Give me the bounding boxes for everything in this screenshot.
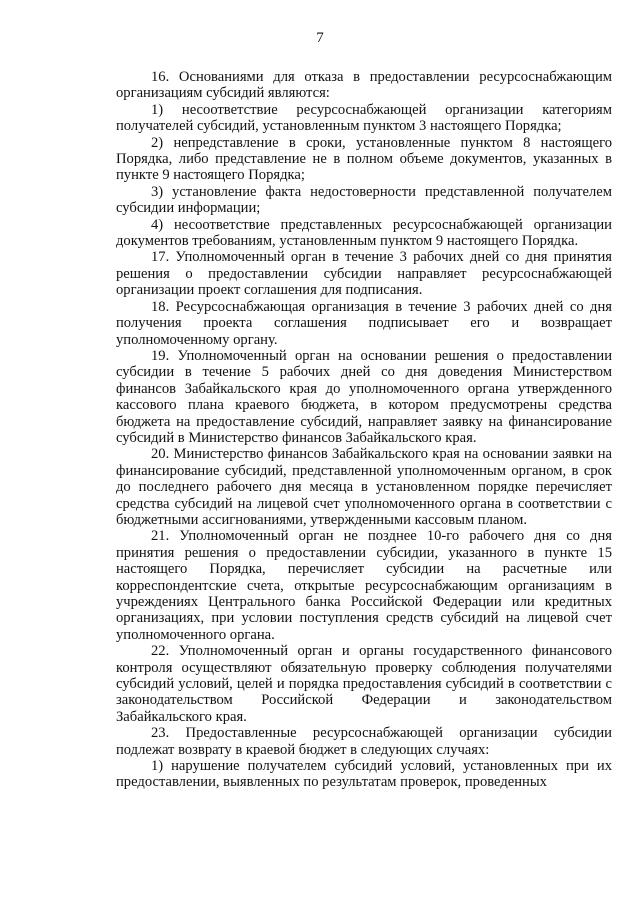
- paragraph-16-item-1: 1) несоответствие ресурсоснабжающей организации категориям получателей субсидий, установленным пунктом 3 настоящего Порядка;: [116, 101, 612, 135]
- page-number: 7: [316, 30, 324, 46]
- paragraph-16-item-3: 3) установление факта недостоверности представленной получателем субсидии информации;: [116, 183, 612, 217]
- document-body: [116, 69, 612, 791]
- paragraph-20: 20. Министерство финансов Забайкальского края на основании заявки на финансирование субсидий, представленной уполномоченным органом, в срок до последнего рабочего дня месяца в установленном порядке перечисляет средства субсидий на лицевой счет уполномоченного органа в соответствии с бюджетными ассигнованиями, утвержденными кассовым планом.: [116, 446, 612, 528]
- paragraph-23: 23. Предоставленные ресурсоснабжающей организации субсидии подлежат возврату в краевой бюджет в следующих случаях:: [116, 725, 612, 758]
- paragraph-19: 19. Уполномоченный орган на основании решения о предоставлении субсидии в течение 5 рабочих дней со дня доведения Министерством финансов Забайкальского края до уполномоченного органа утвержденного кассового плана краевого бюджета, в котором предусмотрены средства бюджета на предоставление субсидий, направляет заявку на финансирование субсидий в Министерство финансов Забайкальского края.: [116, 347, 612, 446]
- paragraph-16: 16. Основаниями для отказа в предоставлении ресурсоснабжающим организациям субсидий являются:: [116, 69, 612, 102]
- paragraph-22: 22. Уполномоченный орган и органы государственного финансового контроля осуществляют обязательную проверку соблюдения получателями субсидий условий, целей и порядка предоставления субсидий в соответствии с законодательством Российской Федерации и законодательством Забайкальского края.: [116, 643, 612, 725]
- paragraph-21: 21. Уполномоченный орган не позднее 10-го рабочего дня со дня принятия решения о предоставлении субсидии, указанного в пункте 15 настоящего Порядка, перечисляет субсидии на расчетные или корреспондентские счета, открытые ресурсоснабжающим организациям в учреждениях Центрального банка Российской Федерации или кредитных организациях, при условии поступления средств субсидий на лицевой счет уполномоченного органа.: [116, 528, 612, 643]
- paragraph-18: 18. Ресурсоснабжающая организация в течение 3 рабочих дней со дня получения проекта соглашения подписывает его и возвращает уполномоченному органу.: [116, 298, 612, 348]
- paragraph-23-item-1: 1) нарушение получателем субсидий условий, установленных при их предоставлении, выявленных по результатам проверок, проведенных: [116, 758, 612, 791]
- paragraph-16-item-4: 4) несоответствие представленных ресурсоснабжающей организации документов требованиям, установленным пунктом 9 настоящего Порядка.: [116, 216, 612, 250]
- paragraph-17: 17. Уполномоченный орган в течение 3 рабочих дней со дня принятия решения о предоставлении субсидии направляет ресурсоснабжающей организации проект соглашения для подписания.: [116, 249, 612, 299]
- paragraph-16-item-2: 2) непредставление в сроки, установленные пунктом 8 настоящего Порядка, либо представление не в полном объеме документов, указанных в пункте 9 настоящего Порядка;: [116, 134, 612, 184]
